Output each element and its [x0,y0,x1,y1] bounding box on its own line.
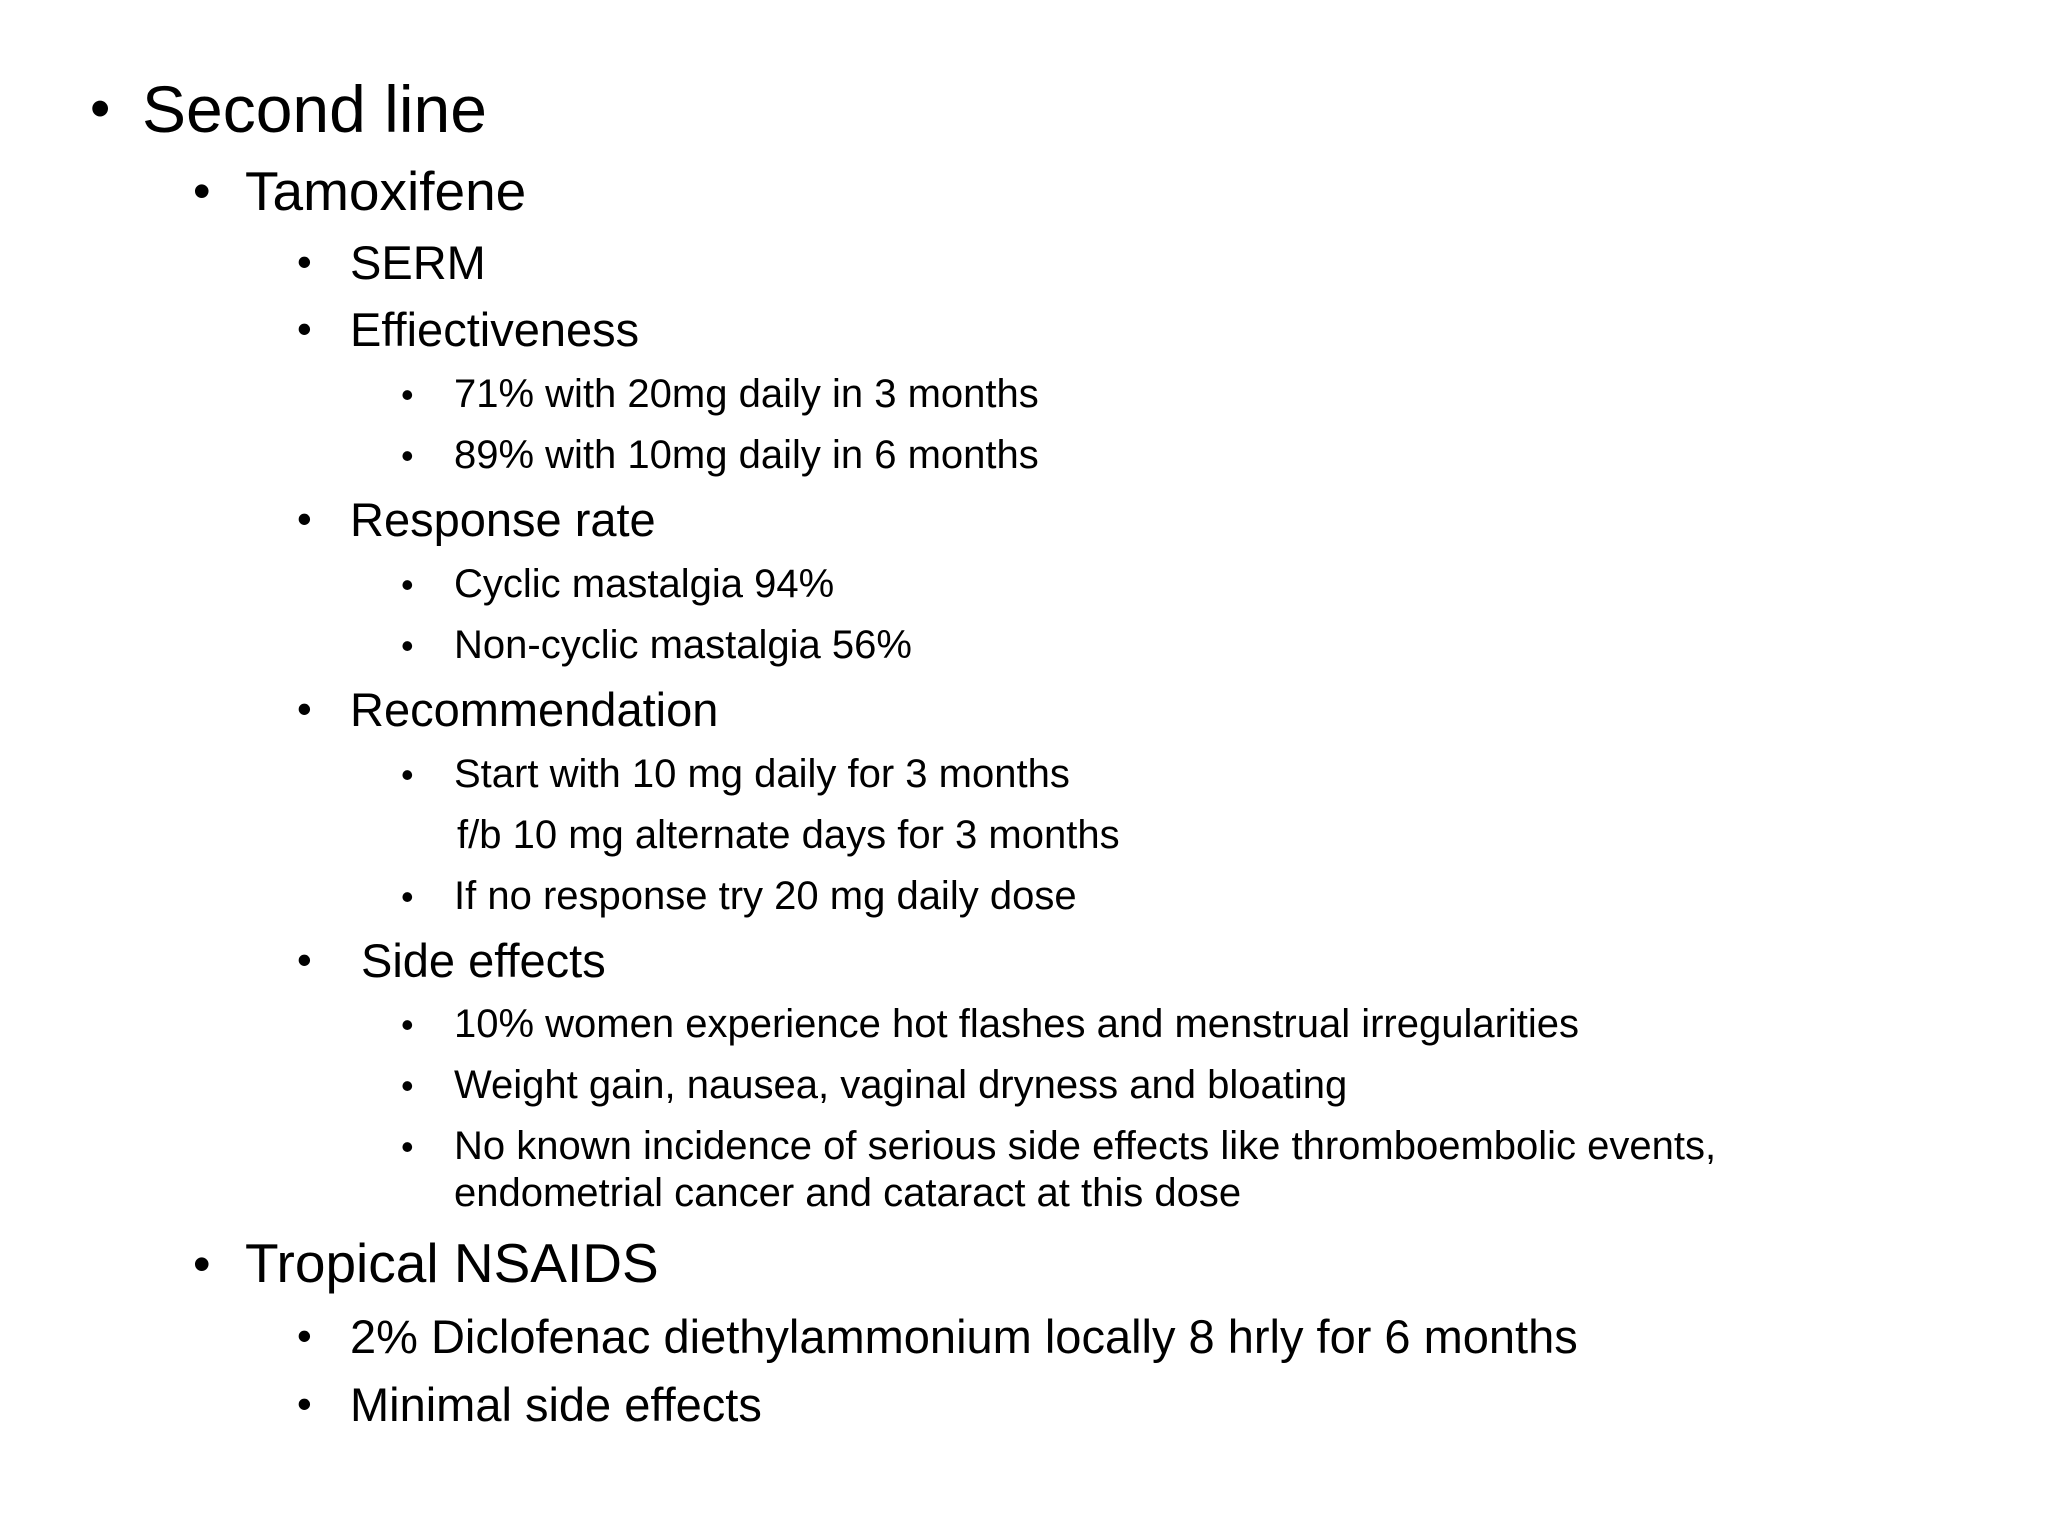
list-item-second-line: Second line [142,72,487,146]
list-item-side-effect-3: No known incidence of serious side effects like thromboembolic events, [454,1124,1717,1168]
bullet-point: • [90,76,111,141]
bullet-point: • [401,435,414,476]
bullet-point: • [401,1065,414,1106]
bullet-point: • [297,1380,312,1427]
list-item-side-effects: Side effects [361,934,606,987]
list-item-nsaid-1: 2% Diclofenac diethylammonium locally 8 hrly for 6 months [350,1310,1578,1363]
bullet-point: • [297,1312,312,1359]
list-item-effectiveness-1: 71% with 20mg daily in 3 months [454,372,1039,416]
list-item-tropical-nsaids: Tropical NSAIDS [245,1232,659,1294]
list-item-side-effect-1: 10% women experience hot flashes and menstrual irregularities [454,1002,1580,1046]
list-item-response-rate: Response rate [350,493,656,546]
list-item-effectiveness-2: 89% with 10mg daily in 6 months [454,433,1039,477]
list-item-side-effect-2: Weight gain, nausea, vaginal dryness and bloating [454,1063,1348,1107]
list-item-recommendation: Recommendation [350,683,719,736]
list-item-response-2: Non-cyclic mastalgia 56% [454,623,912,667]
bullet-point: • [401,625,414,666]
bullet-point: • [297,685,312,732]
bullet-point: • [401,876,414,917]
bullet-point: • [401,754,414,795]
bullet-point: • [401,374,414,415]
bullet-point: • [401,564,414,605]
bullet-point: • [297,495,312,542]
bullet-point: • [297,936,312,983]
bullet-point: • [193,1236,211,1292]
list-item-side-effect-3-continued: endometrial cancer and cataract at this dose [454,1171,1242,1215]
list-item-recommendation-2: If no response try 20 mg daily dose [454,874,1077,918]
list-item-tamoxifene: Tamoxifene [245,160,527,222]
list-item-response-1: Cyclic mastalgia 94% [454,562,835,606]
bullet-point: • [297,305,312,352]
list-item-recommendation-1: Start with 10 mg daily for 3 months [454,752,1070,796]
list-item-effectiveness: Effiectiveness [350,303,640,356]
list-item-recommendation-1-continued: f/b 10 mg alternate days for 3 months [457,813,1120,857]
bullet-point: • [401,1004,414,1045]
bullet-point: • [297,238,312,285]
bullet-point: • [401,1126,414,1167]
list-item-nsaid-2: Minimal side effects [350,1378,762,1431]
list-item-serm: SERM [350,236,486,289]
bullet-point: • [193,163,211,219]
